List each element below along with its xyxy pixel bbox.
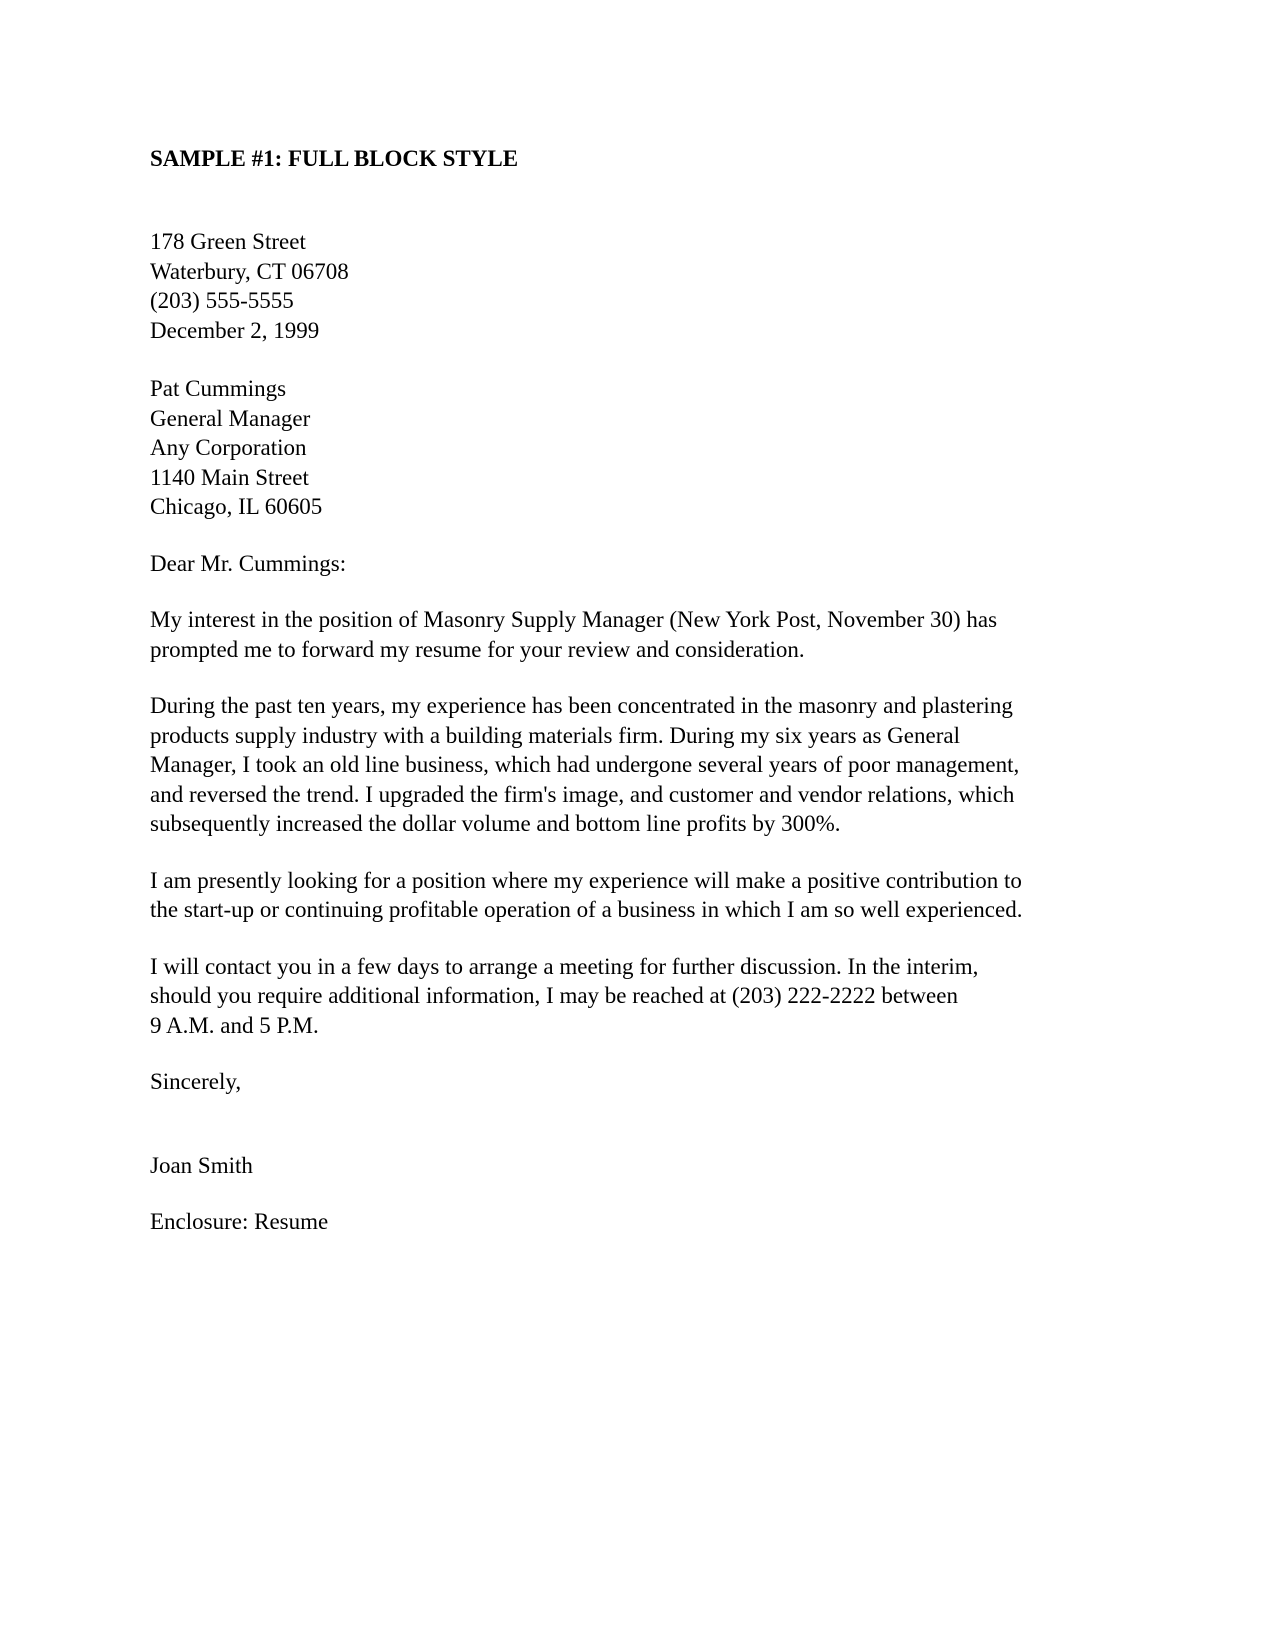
closing: Sincerely, xyxy=(150,1069,242,1094)
letter-content xyxy=(150,145,1110,1237)
enclosure-note: Enclosure: Resume xyxy=(150,1209,329,1234)
recipient-city-state-zip: Chicago, IL 60605 xyxy=(150,494,323,519)
paragraph-line: should you require additional information, I may be reached at (203) 222-2222 between xyxy=(150,983,958,1008)
recipient-name: Pat Cummings xyxy=(150,376,287,401)
recipient-company: Any Corporation xyxy=(150,435,307,460)
sender-city-state-zip: Waterbury, CT 06708 xyxy=(150,258,349,284)
enclosure-block xyxy=(150,1207,1110,1237)
salutation-block xyxy=(150,549,1110,579)
recipient-street: 1140 Main Street xyxy=(150,464,309,490)
recipient-title: General Manager xyxy=(150,405,311,431)
paragraph-line: During the past ten years, my experience has been concentrated in the masonry and plastering xyxy=(150,693,1013,718)
paragraph-line: I will contact you in a few days to arrange a meeting for further discussion. In the interim, xyxy=(150,953,979,979)
sender-address xyxy=(150,227,1110,345)
body-paragraph-4 xyxy=(150,952,1110,1041)
body-paragraph-2 xyxy=(150,691,1110,839)
paragraph-line: subsequently increased the dollar volume and bottom line profits by 300%. xyxy=(150,811,841,836)
body-paragraph-3 xyxy=(150,866,1110,925)
paragraph-line: the start-up or continuing profitable operation of a business in which I am so well experienced. xyxy=(150,897,1023,922)
signature-block xyxy=(150,1151,1110,1181)
body-paragraph-1 xyxy=(150,605,1110,664)
sender-street: 178 Green Street xyxy=(150,229,306,254)
paragraph-line: Manager, I took an old line business, which had undergone several years of poor management, xyxy=(150,752,1020,777)
signature-name: Joan Smith xyxy=(150,1152,253,1178)
paragraph-line: products supply industry with a building materials firm. During my six years as General xyxy=(150,722,960,748)
page-title: SAMPLE #1: FULL BLOCK STYLE xyxy=(150,146,519,171)
paragraph-line: 9 A.M. and 5 P.M. xyxy=(150,1012,319,1038)
recipient-address xyxy=(150,374,1110,522)
salutation: Dear Mr. Cummings: xyxy=(150,550,347,576)
paragraph-line: I am presently looking for a position where my experience will make a positive contribution to xyxy=(150,867,1022,893)
letter-date: December 2, 1999 xyxy=(150,317,320,343)
paragraph-line: and reversed the trend. I upgraded the firm's image, and customer and vendor relations, which xyxy=(150,781,1015,807)
paragraph-line: prompted me to forward my resume for your review and consideration. xyxy=(150,636,805,662)
paragraph-line: My interest in the position of Masonry Supply Manager (New York Post, November 30) has xyxy=(150,607,998,632)
sender-phone: (203) 555-5555 xyxy=(150,288,294,313)
closing-block xyxy=(150,1067,1110,1097)
